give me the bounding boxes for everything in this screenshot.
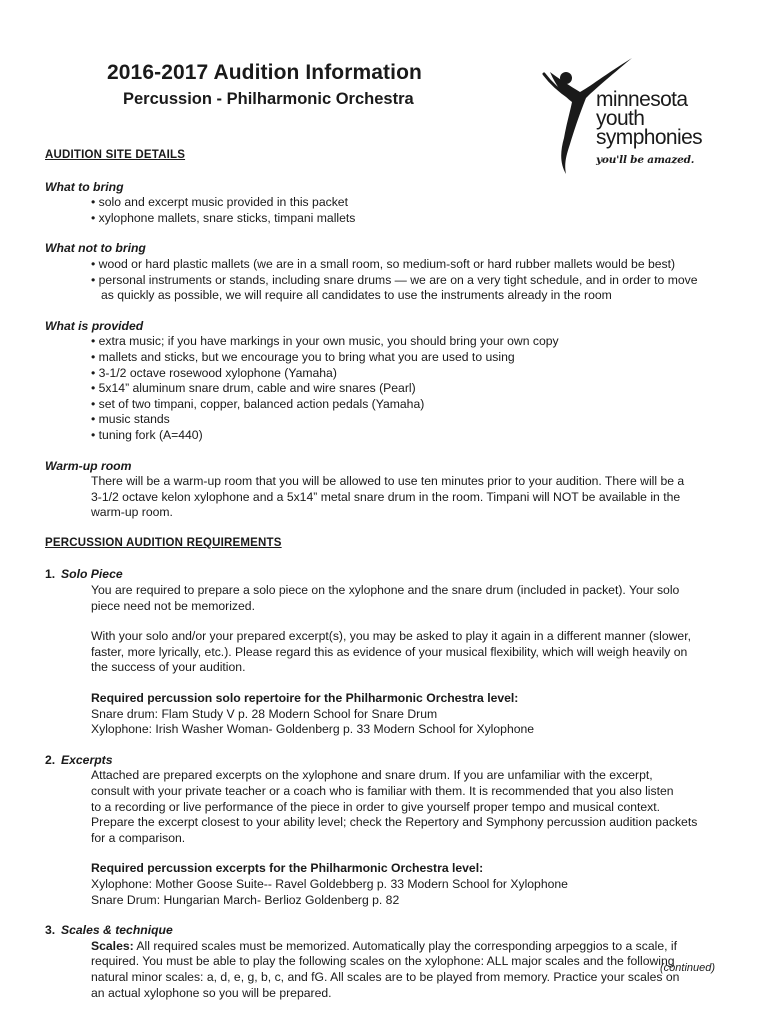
scales-heading bbox=[45, 923, 725, 939]
what-to-bring-heading: What to bring bbox=[45, 179, 124, 194]
list-item: • extra music; if you have markings in your own music, you should bring your own copy bbox=[91, 334, 559, 349]
text-line: Attached are prepared excerpts on the xylophone and snare drum. If you are unfamiliar with the excerpt, bbox=[91, 768, 653, 783]
solo-piece-body bbox=[45, 583, 725, 738]
text-line: You are required to prepare a solo piece on the xylophone and the snare drum (included in packet). Your solo bbox=[91, 583, 680, 598]
text-line: warm-up room. bbox=[91, 505, 173, 520]
scales-lead: Scales: bbox=[91, 938, 134, 953]
list-item-continuation: as quickly as possible, we will require all candidates to use the instruments already in the room bbox=[101, 288, 612, 303]
logo-line-1: minnesota bbox=[596, 88, 688, 111]
list-item: • personal instruments or stands, including snare drums — we are on a very tight schedule, and in order to move bbox=[91, 272, 698, 287]
logo-line-2: youth bbox=[596, 107, 645, 130]
continued-note: (continued) bbox=[660, 962, 716, 974]
repertoire-line: Snare drum: Flam Study V p. 28 Modern School for Snare Drum bbox=[91, 706, 438, 721]
text-line bbox=[91, 939, 725, 955]
item-label: Excerpts bbox=[61, 752, 113, 767]
text-line: the success of your audition. bbox=[91, 660, 246, 675]
text-line: to a recording or live performance of the piece in order to give yourself proper tempo and musical context. bbox=[91, 799, 661, 814]
scales-first-line: All required scales must be memorized. Automatically play the corresponding arpeggios to a scale, if bbox=[133, 938, 677, 953]
warmup-room-heading: Warm-up room bbox=[45, 458, 132, 473]
requirements-heading: PERCUSSION AUDITION REQUIREMENTS bbox=[45, 536, 282, 549]
what-not-to-bring-list bbox=[45, 257, 725, 304]
text-line: There will be a warm-up room that you will be allowed to use ten minutes prior to your audition. There will be a bbox=[91, 474, 685, 489]
list-item: • xylophone mallets, snare sticks, timpani mallets bbox=[91, 210, 356, 225]
excerpts-heading bbox=[45, 753, 725, 769]
list-item: • tuning fork (A=440) bbox=[91, 427, 203, 442]
repertoire-line: Xylophone: Irish Washer Woman- Goldenberg p. 33 Modern School for Xylophone bbox=[91, 722, 535, 737]
excerpts-list-heading: Required percussion excerpts for the Philharmonic Orchestra level: bbox=[91, 861, 484, 876]
item-number: 3. bbox=[45, 923, 56, 938]
list-item: • music stands bbox=[91, 412, 170, 427]
list-item: • solo and excerpt music provided in this packet bbox=[91, 195, 348, 210]
logo-wordmark bbox=[596, 90, 702, 147]
text-line: Prepare the excerpt closest to your ability level; check the Repertory and Symphony percussion audition packets bbox=[91, 815, 698, 830]
text-line: an actual xylophone so you will be prepared. bbox=[91, 985, 332, 1000]
text-line: 3-1/2 octave kelon xylophone and a 5x14” metal snare drum in the room. Timpani will NOT be available in the bbox=[91, 489, 681, 504]
list-item: • wood or hard plastic mallets (we are in a small room, so medium-soft or hard rubber mallets would be best) bbox=[91, 256, 676, 271]
solo-repertoire-heading: Required percussion solo repertoire for the Philharmonic Orchestra level: bbox=[91, 691, 519, 706]
item-label: Scales & technique bbox=[61, 923, 173, 938]
scales-body bbox=[45, 939, 725, 1001]
what-to-bring-list bbox=[45, 195, 725, 226]
list-item: • 5x14” aluminum snare drum, cable and wire snares (Pearl) bbox=[91, 381, 416, 396]
what-is-provided-list bbox=[45, 334, 725, 443]
logo-tagline: you'll be amazed. bbox=[596, 154, 695, 166]
warmup-room-text bbox=[45, 474, 725, 521]
list-item: • set of two timpani, copper, balanced action pedals (Yamaha) bbox=[91, 396, 425, 411]
item-number: 2. bbox=[45, 752, 56, 767]
text-line: piece need not be memorized. bbox=[91, 598, 255, 613]
logo-line-3: symphonies bbox=[596, 126, 703, 149]
excerpt-line: Xylophone: Mother Goose Suite-- Ravel Goldebberg p. 33 Modern School for Xylophone bbox=[91, 876, 568, 891]
text-line: With your solo and/or your prepared excerpt(s), you may be asked to play it again in a different manner (slower, bbox=[91, 629, 691, 644]
text-line: consult with your private teacher or a coach who is familiar with them. It is recommended that you also listen bbox=[91, 784, 674, 798]
list-item: • 3-1/2 octave rosewood xylophone (Yamaha) bbox=[91, 365, 337, 380]
page-subtitle: Percussion - Philharmonic Orchestra bbox=[123, 90, 414, 108]
text-line: natural minor scales: a, d, e, g, b, c, and fG. All scales are to be played from memory. Practice your scales on bbox=[91, 969, 680, 984]
document-body bbox=[45, 148, 725, 1001]
list-item: • mallets and sticks, but we encourage you to bring what you are used to using bbox=[91, 349, 515, 364]
what-not-to-bring-heading: What not to bring bbox=[45, 241, 146, 256]
excerpt-line: Snare Drum: Hungarian March- Berlioz Goldenberg p. 82 bbox=[91, 892, 400, 907]
text-line: for a comparison. bbox=[91, 830, 186, 845]
item-number: 1. bbox=[45, 567, 56, 582]
page-title: 2016-2017 Audition Information bbox=[107, 61, 422, 84]
site-details-heading: AUDITION SITE DETAILS bbox=[45, 149, 186, 161]
solo-piece-heading bbox=[45, 567, 725, 583]
what-is-provided-heading: What is provided bbox=[45, 318, 144, 333]
item-label: Solo Piece bbox=[61, 567, 123, 582]
text-line: required. You must be able to play the following scales on the xylophone: ALL major scales and the following bbox=[91, 954, 675, 969]
text-line: faster, more lyrically, etc.). Please regard this as evidence of your musical flexibility, which will weigh heavily on bbox=[91, 644, 688, 659]
excerpts-body bbox=[45, 768, 725, 908]
